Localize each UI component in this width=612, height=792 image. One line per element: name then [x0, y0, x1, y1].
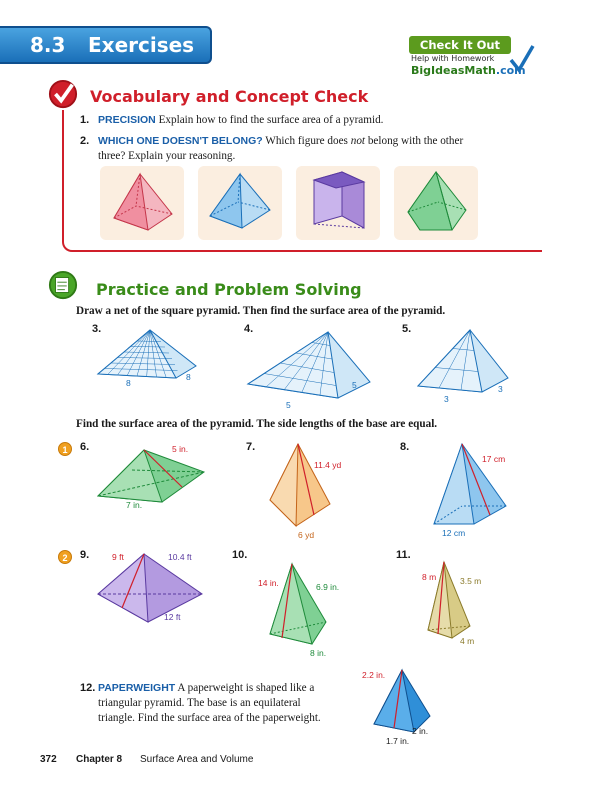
ex12-text: PAPERWEIGHT A paperweight is shaped like a triangular pyramid. The base is an equilateral triangle. Find the surface area of the paperweight. — [98, 682, 321, 724]
ex4-label-b: 5 — [352, 380, 357, 390]
ex9-label-b: 10.4 ft — [168, 552, 192, 562]
ex10-label-a: 14 in. — [258, 578, 279, 588]
help-with-homework: Help with Homework — [411, 54, 495, 63]
ex6-slant-label: 5 in. — [172, 444, 189, 454]
ex3-figure — [90, 326, 210, 392]
notepad-icon — [48, 270, 78, 300]
q2-keyword: WHICH ONE DOESN'T BELONG? — [98, 135, 263, 147]
ex3-label-a: 8 — [126, 378, 131, 388]
figure-green-pyramid — [394, 166, 478, 240]
ex10-label-c: 8 in. — [310, 648, 327, 658]
checkmark-circle-icon — [48, 79, 78, 109]
q2-text: WHICH ONE DOESN'T BELONG? Which figure does not belong with the other three? Explain your reasoning. — [98, 135, 464, 162]
ex8-slant-label: 17 cm — [482, 454, 506, 464]
ex9-number: 9. — [80, 549, 90, 561]
q2-number: 2. — [80, 135, 90, 147]
chapter-title: Surface Area and Volume — [140, 754, 254, 765]
check-it-out-logo[interactable] — [409, 36, 535, 80]
ex10-number: 10. — [232, 549, 248, 561]
q1-keyword: PRECISION — [98, 114, 156, 126]
section-banner — [0, 26, 212, 64]
instruction-net: Draw a net of the square pyramid. Then find the surface area of the pyramid. — [76, 305, 446, 317]
section-number: 8.3 — [30, 33, 66, 57]
figure-pink-pyramid — [100, 166, 184, 240]
ex8-number: 8. — [400, 441, 410, 453]
ex11-label-a: 8 m — [422, 572, 437, 582]
ex5-label-b: 3 — [498, 384, 503, 394]
ex5-number: 5. — [402, 323, 412, 335]
ex4-label-a: 5 — [286, 400, 291, 410]
ex12-label-a: 2.2 in. — [362, 670, 386, 680]
ex8-base-label: 12 cm — [442, 528, 466, 538]
ex12-number: 12. — [80, 682, 96, 694]
ex3-label-b: 8 — [186, 372, 191, 382]
ex11-number: 11. — [396, 549, 411, 561]
ex12-label-b: 2 in. — [412, 726, 429, 736]
ex6-base-label: 7 in. — [126, 500, 143, 510]
ex7-base-label: 6 yd — [298, 530, 315, 540]
instruction-surface-area: Find the surface area of the pyramid. The side lengths of the base are equal. — [76, 418, 438, 430]
q1-number: 1. — [80, 114, 90, 126]
figure-blue-pyramid — [198, 166, 282, 240]
section-title: Exercises — [88, 33, 195, 57]
ex12-keyword: PAPERWEIGHT — [98, 682, 176, 694]
ex12-label-c: 1.7 in. — [386, 736, 410, 746]
ex11-label-c: 4 m — [460, 636, 475, 646]
checkmark-icon — [509, 44, 535, 74]
ex9-label-a: 9 ft — [112, 552, 124, 562]
website-link[interactable]: BigIdeasMath.com — [411, 64, 526, 77]
check-it-out-badge: Check It Out — [409, 36, 511, 54]
ex9-label-c: 12 ft — [164, 612, 181, 622]
figure-purple-prism — [296, 166, 380, 240]
practice-title: Practice and Problem Solving — [96, 280, 362, 299]
ex4-number: 4. — [244, 323, 254, 335]
page-number: 372 — [40, 754, 57, 765]
level-1-badge: 1 — [58, 442, 72, 456]
q1-text: PRECISION Explain how to find the surface area of a pyramid. — [98, 114, 384, 126]
ex7-number: 7. — [246, 441, 256, 453]
level-2-badge: 2 — [58, 550, 72, 564]
ex6-number: 6. — [80, 441, 90, 453]
ex5-label-a: 3 — [444, 394, 449, 404]
ex10-label-b: 6.9 in. — [316, 582, 340, 592]
ex7-slant-label: 11.4 yd — [314, 460, 342, 470]
chapter-label: Chapter 8 — [76, 754, 123, 765]
vocab-title: Vocabulary and Concept Check — [90, 87, 369, 106]
ex3-number: 3. — [92, 323, 102, 335]
ex11-label-b: 3.5 m — [460, 576, 482, 586]
